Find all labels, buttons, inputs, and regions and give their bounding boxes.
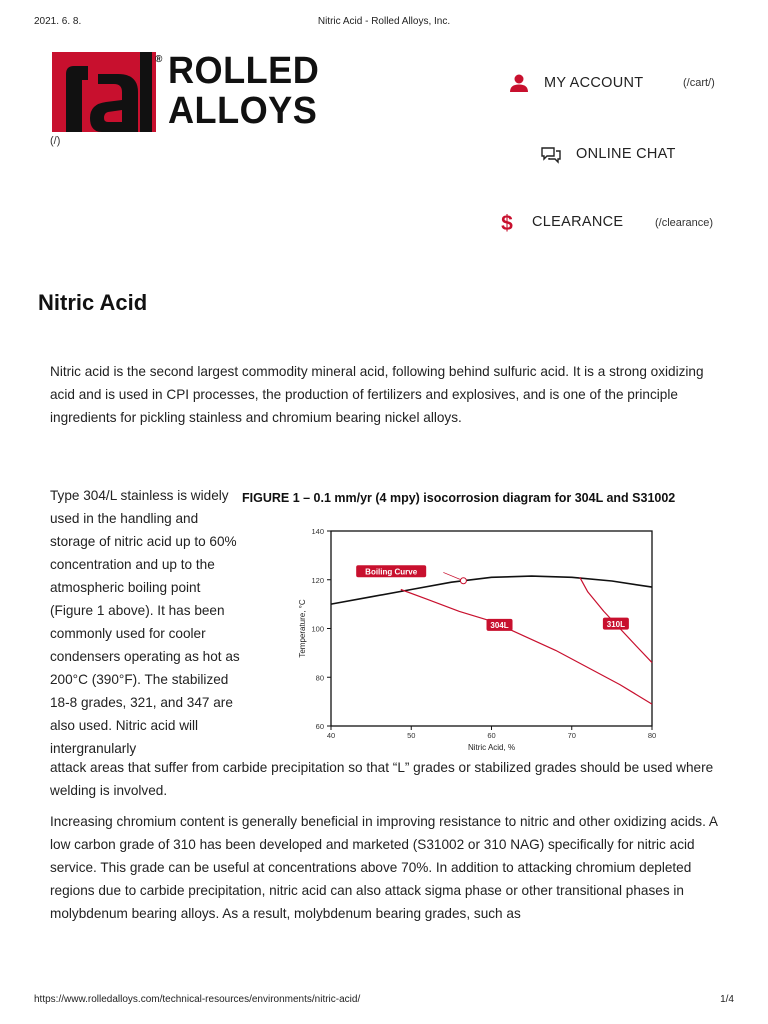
home-link-url[interactable]: (/) — [50, 135, 61, 147]
isocorrosion-chart — [240, 486, 720, 756]
annotation-boiling-curve-label: Boiling Curve — [365, 567, 418, 577]
x-axis-label: Nitric Acid, % — [467, 743, 516, 752]
online-chat-label: ONLINE CHAT — [576, 146, 676, 162]
y-tick-label: 120 — [311, 575, 324, 585]
intro-paragraph: Nitric acid is the second largest commodity mineral acid, following behind sulfuric acid. It is a strong oxidizing acid and is used in CPI processes, the production of fertilizers and explosives, and is one of the principle ingredients for pickling stainless and chromium bearing nickel alloys. — [50, 364, 704, 425]
print-footer — [0, 994, 768, 1008]
boiling-curve-marker — [460, 578, 466, 584]
clearance-url[interactable]: (/clearance) — [655, 217, 714, 229]
y-tick-label: 100 — [311, 624, 324, 634]
online-chat-link[interactable] — [540, 143, 676, 165]
clearance-label: CLEARANCE — [532, 214, 624, 230]
print-header — [0, 16, 768, 30]
my-account-url[interactable]: (/cart/) — [683, 77, 715, 89]
dollar-icon — [496, 211, 518, 233]
my-account-label: MY ACCOUNT — [544, 75, 644, 91]
type-304-paragraph: Type 304/L stainless is widely used in the handling and storage of nitric acid up to 60% concentration and up to the atmospheric boiling point (Figure 1 above). It has been commonly used for cooler condensers operating as hot as 200°C (390°F). The stabilized 18-8 grades, 321, and 347 are also used. Nitric acid will intergranularly — [50, 488, 240, 756]
print-url: https://www.rolledalloys.com/technical-resources/environments/nitric-acid/ — [34, 994, 361, 1005]
print-date: 2021. 6. 8. — [34, 16, 82, 27]
y-tick-label: 80 — [315, 673, 324, 683]
ra-logo-mark-icon — [52, 52, 156, 132]
y-tick-label: 60 — [315, 722, 324, 731]
logo-word-rolled: ROLLED — [168, 50, 320, 92]
registered-mark: ® — [155, 54, 163, 65]
annotation-310l-label: 310L — [606, 619, 626, 629]
x-tick-label: 80 — [647, 731, 657, 740]
series-line-304l — [401, 590, 652, 705]
chromium-paragraph: Increasing chromium content is generally beneficial in improving resistance to nitric and other oxidizing acids. A low carbon grade of 310 has been developed and marketed (S31002 or 310 NAG) specifically for nitric acid service. This grade can be useful at concentrations above 70%. In addition to attacking chromium depleted regions due to carbide precipitation, nitric acid can also attack sigma phase or other transitional phases in molybdenum bearing alloys. As a result, molybdenum bearing grades, such as — [50, 814, 718, 921]
x-tick-label: 60 — [487, 731, 496, 740]
my-account-link[interactable] — [508, 72, 643, 94]
y-tick-label: 140 — [311, 527, 324, 536]
x-tick-label: 40 — [326, 731, 336, 740]
x-tick-label: 50 — [407, 731, 416, 740]
page-title: Nitric Acid — [38, 290, 148, 315]
print-title: Nitric Acid - Rolled Alloys, Inc. — [317, 16, 451, 27]
clearance-link[interactable] — [496, 211, 623, 233]
chat-icon — [540, 143, 562, 165]
user-icon — [508, 72, 530, 94]
isocorrosion-figure — [240, 486, 720, 756]
svg-text:$: $ — [501, 212, 513, 233]
print-page-number: 1/4 — [720, 994, 734, 1005]
y-axis-label: Temperature, °C — [298, 599, 307, 658]
chart-title: FIGURE 1 – 0.1 mm/yr (4 mpy) isocorrosion diagram for 304L and S31002 — [242, 491, 676, 505]
series-line-boiling-curve — [331, 576, 652, 604]
logo-word-alloys: ALLOYS — [168, 90, 318, 132]
rolled-alloys-logo[interactable] — [52, 52, 366, 132]
x-tick-label: 70 — [567, 731, 576, 740]
type-304-paragraph-cont: attack areas that suffer from carbide precipitation so that “L” grades or stabilized grades should be used where welding is involved. — [50, 760, 714, 798]
annotation-304l-label: 304L — [490, 621, 509, 631]
